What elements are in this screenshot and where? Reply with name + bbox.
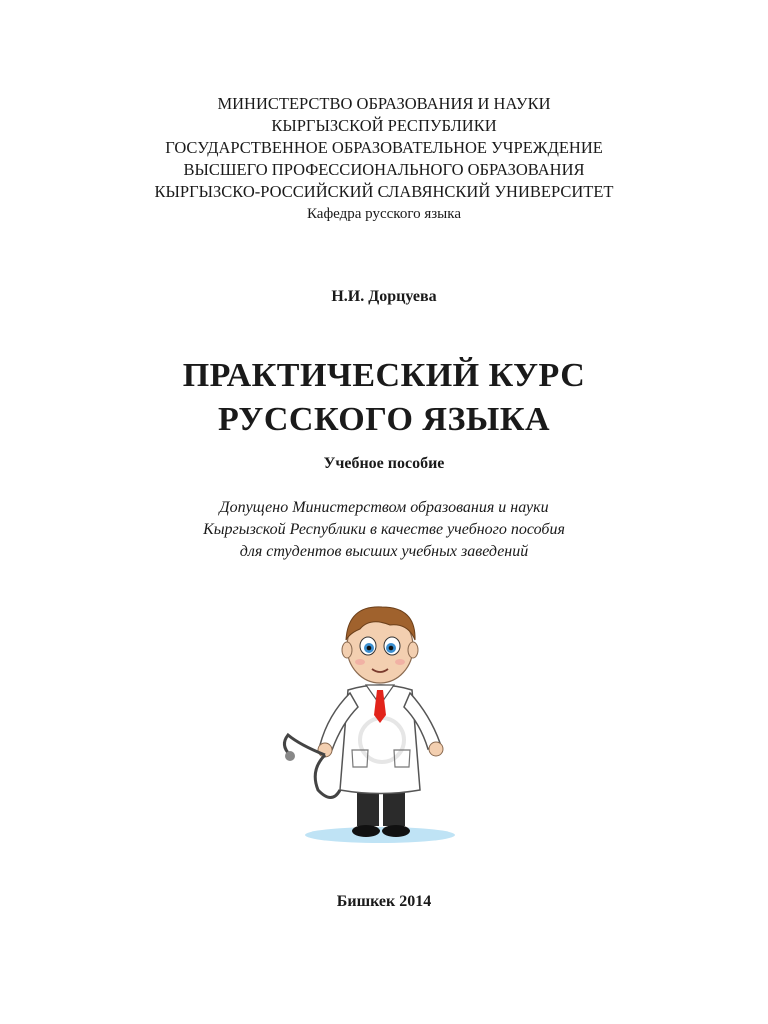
header-line-ministry: МИНИСТЕРСТВО ОБРАЗОВАНИЯ И НАУКИ: [217, 94, 551, 113]
header-line-university: КЫРГЫЗСКО-РОССИЙСКИЙ СЛАВЯНСКИЙ УНИВЕРСИТЕТ: [154, 182, 614, 201]
publication-place-year: Бишкек 2014: [336, 893, 432, 910]
approval-line-2: Кыргызской Республики в качестве учебного пособия: [203, 521, 565, 538]
approval-line-3: для студентов высших учебных заведений: [239, 543, 529, 560]
doctor-illustration: [270, 595, 470, 845]
institution-header: [0, 93, 768, 225]
book-title: [0, 354, 768, 442]
book-title-line-2: РУССКОГО ЯЗЫКА: [217, 401, 551, 438]
book-subtitle: Учебное пособие: [323, 455, 445, 472]
author-name: Н.И. Дорцуева: [331, 288, 437, 305]
header-line-republic: КЫРГЫЗСКОЙ РЕСПУБЛИКИ: [271, 116, 497, 135]
department-name: Кафедра русского языка: [307, 206, 461, 222]
approval-line-1: Допущено Министерством образования и науки: [219, 499, 549, 516]
book-title-line-1: ПРАКТИЧЕСКИЙ КУРС: [182, 357, 586, 394]
approval-statement: [0, 497, 768, 563]
header-line-education-level: ВЫСШЕГО ПРОФЕССИОНАЛЬНОГО ОБРАЗОВАНИЯ: [183, 160, 585, 179]
header-line-institution-type: ГОСУДАРСТВЕННОЕ ОБРАЗОВАТЕЛЬНОЕ УЧРЕЖДЕНИЕ: [165, 138, 603, 157]
cartoon-doctor-icon: [270, 595, 470, 845]
